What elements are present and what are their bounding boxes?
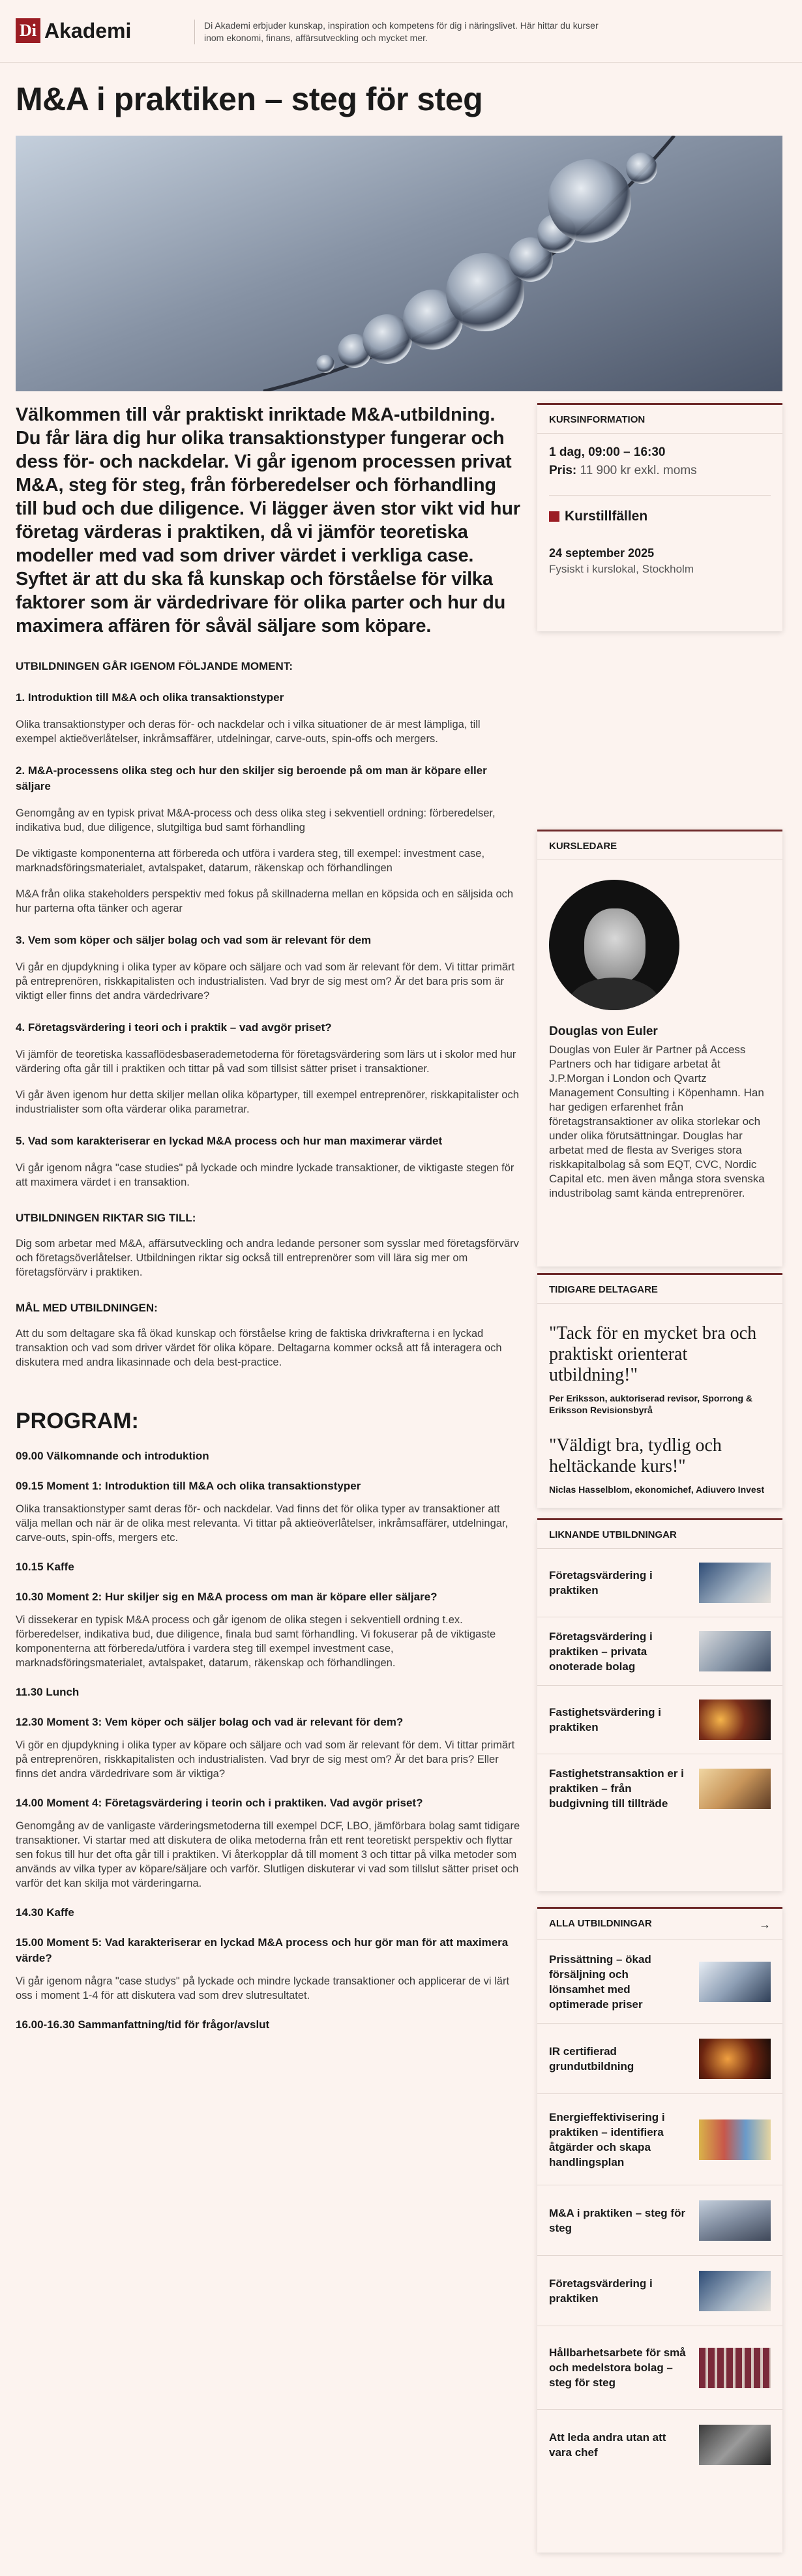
course-link[interactable] <box>537 2094 782 2185</box>
leader-name: Douglas von Euler <box>549 1025 658 1038</box>
program-item-time: 09.00 Välkomnande och introduktion <box>16 1450 209 1462</box>
course-thumbnail <box>699 2271 771 2311</box>
course-thumbnail <box>699 1631 771 1671</box>
moment-title: 1. Introduktion till M&A och olika transaktionstyper <box>16 691 284 704</box>
program-item-time: 15.00 Moment 5: Vad karakteriserar en lyckad M&A process och hur gör man för att maximera värde? <box>16 1936 509 1964</box>
program-item-time: 10.15 Kaffe <box>16 1561 74 1573</box>
course-thumbnail <box>699 2425 771 2465</box>
course-link-title: Hållbarhetsarbete för små och medelstora bolag – steg för steg <box>549 2346 686 2389</box>
moment-text: De viktigaste komponenterna att förbereda och utföra i vardera steg, till exempel: investment case, marknadsföringsmaterialet, avtalspaket, datarum, räkenskap och förhandlingen <box>16 848 485 874</box>
moment-title: 3. Vem som köper och säljer bolag och vad som är relevant för dem <box>16 934 372 946</box>
water-drops-illustration <box>16 136 782 391</box>
di-akademi-logo[interactable] <box>16 18 131 43</box>
course-link[interactable] <box>537 2326 782 2410</box>
course-info-card <box>537 403 782 631</box>
program-item-text: Genomgång av de vanligaste värderingsmetoderna till exempel DCF, LBO, jämförbara bolag samt tidigare transaktioner. Vi startar med att diskutera de olika metoderna från ett rent teoretiskt perspektiv och flyttar sen fokus till hur det ofta går till i praktiken. Vi återkopplar då till moment 3 och tittar på vilka metoder som används av vilka typer av köpare/säljare och varför. Slutligen diskuterar vi vad som tillslut sätter priset och varför det kan skilja mot värderingarna. <box>16 1820 520 1889</box>
course-thumbnail <box>699 2348 771 2388</box>
course-leader-heading: KURSLEDARE <box>537 831 782 860</box>
course-link[interactable] <box>537 2410 782 2480</box>
program-item-text: Vi dissekerar en typisk M&A process och går igenom de olika stegen i sekventiell ordning t.ex. förberedelser, indikativa bud, due diligence, finala bud samt förhandling. Vi fokuserar på de viktigaste komponenterna att förbereda/utföra i vardera steg till exempel investment case, marknadsföringsmaterialet, avtalspaket, datarum, räkenskap och förhandlingen. <box>16 1614 496 1669</box>
testimonial-author: Per Eriksson, auktoriserad revisor, Sporrong & Eriksson Revisionsbyrå <box>549 1393 752 1415</box>
moments-heading: UTBILDNINGEN GÅR IGENOM FÖLJANDE MOMENT: <box>16 660 293 672</box>
course-price: 11 900 kr exkl. moms <box>580 464 697 477</box>
similar-courses-heading: LIKNANDE UTBILDNINGAR <box>537 1520 782 1549</box>
course-time: 1 dag, 09:00 – 16:30 <box>549 445 666 459</box>
course-thumbnail <box>699 1769 771 1809</box>
program-item-time: 11.30 Lunch <box>16 1686 80 1698</box>
logo-text: Akademi <box>44 18 132 42</box>
target-text: Dig som arbetar med M&A, affärsutveckling och andra ledande personer som sysslar med företagsförvärv och företagsöverlåtelser. Utbildningen riktar sig också till entreprenörer som vill lära sig mer om företagsförvärv i praktiken. <box>16 1238 519 1278</box>
target-heading: UTBILDNINGEN RIKTAR SIG TILL: <box>16 1212 196 1224</box>
course-thumbnail <box>699 1563 771 1603</box>
course-link[interactable] <box>537 1617 782 1686</box>
price-label: Pris: <box>549 464 577 477</box>
testimonial-author: Niclas Hasselblom, ekonomichef, Adiuvero Invest <box>549 1484 765 1495</box>
course-link-title: M&A i praktiken – steg för steg <box>549 2206 686 2234</box>
testimonial-quote: "Väldigt bra, tydlig och heltäckande kurs!" <box>549 1435 722 1476</box>
goal-text: Att du som deltagare ska få ökad kunskap och förståelse kring de faktiska drivkrafterna i en lyckad transaktion och vad som driver värdet för olika köpare. Deltagarna kommer också att få interagera och diskutera med andra likasinnade och dela best-practice. <box>16 1328 502 1368</box>
all-courses-card <box>537 1907 782 2553</box>
course-thumbnail <box>699 2039 771 2079</box>
hero-image <box>16 136 782 391</box>
moment-text: Genomgång av en typisk privat M&A-process och dess olika steg i sekventiell ordning: förberedelser, indikativa bud, due diligence, slutgiltiga bud samt förhandling <box>16 807 496 833</box>
course-link[interactable] <box>537 1754 782 1823</box>
course-link[interactable] <box>537 1686 782 1754</box>
page-title: M&A i praktiken – steg för steg <box>16 81 483 117</box>
moment-title: 2. M&A-processens olika steg och hur den skiljer sig beroende på om man är köpare eller säljare <box>16 764 487 792</box>
course-thumbnail <box>699 1700 771 1740</box>
course-link[interactable] <box>537 1549 782 1617</box>
program-item-time: 14.00 Moment 4: Företagsvärdering i teorin och i praktiken. Vad avgör priset? <box>16 1797 423 1809</box>
program-item-time: 10.30 Moment 2: Hur skiljer sig en M&A process om man är köpare eller säljare? <box>16 1591 438 1603</box>
moments-list <box>16 690 521 1190</box>
program-item-text: Vi går igenom några "case studys" på lyckade och mindre lyckade transaktioner och applicerar de vi lärt oss i moment 1-4 för att diskutera vad som drev slutresultatet. <box>16 1975 510 2001</box>
course-link-title: Fastighetsvärdering i praktiken <box>549 1706 661 1733</box>
program-item-text: Vi gör en djupdykning i olika typer av köpare och säljare och vad som är relevant för dem. Vi tittar primärt på entreprenören, riskkapitalisten och industrialisten. Vad bryr de sig mest om? Är det bara pris? Eller finns det andra värdedrivare som är viktiga? <box>16 1739 515 1780</box>
similar-courses-card <box>537 1518 782 1891</box>
intro-text: Välkommen till vår praktiskt inriktade M&A-utbildning. Du får lära dig hur olika transaktionstyper fungerar och dess för- och nackdelar. Vi går igenom processen privat M&A, steg för steg, från förberedelser och förhandling till bud och due diligence. Vi lägger även stor vikt vid hur företag värderas i praktiken, då vi jämför teoretiska modeller med vad som driver värdet i verkliga case. Syftet är att du ska få kunskap och förståelse för vilka faktorer som är värdedrivare för olika parter och hur du maximera affären för såväl säljare som köpare. <box>16 404 520 637</box>
course-description <box>16 403 521 2033</box>
program-item-text: Olika transaktionstyper samt deras för- och nackdelar. Vad finns det för olika typer av transaktioner att välja mellan och när är de olika mest relevanta. Vi tittar på aktieöverlåtelser, inkråmsaffärer, utdelningar, carve-outs, spin-offs, mergers etc. <box>16 1503 509 1544</box>
program-item-time: 09.15 Moment 1: Introduktion till M&A och olika transaktionstyper <box>16 1480 361 1492</box>
moment-text: Vi går även igenom hur detta skiljer mellan olika köpartyper, till exempel entreprenörer, riskkapitalister och industrialister som ofta värderar olika parametrar. <box>16 1089 519 1115</box>
moment-text: Vi går igenom några "case studies" på lyckade och mindre lyckade transaktioner, de viktigaste stegen för att maximera värdet i en transaktion. <box>16 1162 514 1188</box>
occasions-heading <box>537 496 782 524</box>
course-link[interactable] <box>537 1940 782 2024</box>
course-link[interactable] <box>537 2256 782 2326</box>
course-link-title: Företagsvärdering i praktiken – privata onoterade bolag <box>549 1630 653 1673</box>
program-item-time: 14.30 Kaffe <box>16 1906 74 1919</box>
course-link-title: Energieffektivisering i praktiken – identifiera åtgärder och skapa handlingsplan <box>549 2110 665 2168</box>
course-info-heading: KURSINFORMATION <box>537 405 782 434</box>
program-heading: PROGRAM: <box>16 1409 139 1433</box>
course-link-title: Prissättning – ökad försäljning och lönsamhet med optimerade priser <box>549 1953 651 2011</box>
moment-title: 5. Vad som karakteriserar en lyckad M&A process och hur man maximerar värdet <box>16 1135 443 1147</box>
testimonial-quote: "Tack för en mycket bra och praktiskt orienterat utbildning!" <box>549 1323 757 1385</box>
moment-title: 4. Företagsvärdering i teori och i praktik – vad avgör priset? <box>16 1021 332 1034</box>
program-item-time: 16.00-16.30 Sammanfattning/tid för frågor/avslut <box>16 2018 270 2031</box>
all-courses-header[interactable] <box>537 1909 782 1940</box>
goal-heading: MÅL MED UTBILDNINGEN: <box>16 1302 158 1314</box>
course-link[interactable] <box>537 2185 782 2256</box>
course-link[interactable] <box>537 2024 782 2094</box>
arrow-right-icon[interactable]: → <box>759 1918 771 1931</box>
moment-text: Olika transaktionstyper och deras för- och nackdelar och i vilka situationer de är mest lämpliga, till exempel aktieöverlåtelser, inkråmsaffärer, utdelningar, carve-outs, spin-offs och mergers. <box>16 719 481 745</box>
course-link-title: Företagsvärdering i praktiken <box>549 2277 653 2305</box>
leader-bio: Douglas von Euler är Partner på Access Partners och har tidigare arbetat åt J.P.Morgan i London och Qvartz Management Consulting i Köpenhamn. Han har gedigen erfarenhet från företagstransaktioner av olika storlekar och under olika förutsättningar. Douglas har arbetat med de flesta av Sveriges stora riskkapitalbolag så som EQT, CVC, Nordic Capital etc. men även många stora svenska industribolag samt kända entreprenörer. <box>549 1043 765 1199</box>
moment-text: Vi jämför de teoretiska kassaflödesbaserademetoderna för företagsvärdering som lärs ut i skolor med hur värdering ofta går till i praktiken och tittar på vad som tillsist sätter priset i transaktioner. <box>16 1049 516 1075</box>
moment-text: Vi går en djupdykning i olika typer av köpare och säljare och vad som är relevant för dem. Vi tittar primärt på entreprenören, riskkapitalisten och industrialisten. Vad bryr de sig mest om? Är det bara pris som är viktigt eller finns det andra värdedrivare? <box>16 961 515 1002</box>
calendar-icon <box>549 511 559 522</box>
course-thumbnail <box>699 2119 771 2160</box>
moment-text: M&A från olika stakeholders perspektiv med fokus på skillnaderna mellan en köpsida och en säljsida och hur parterna ofta tänker och agerar <box>16 888 514 914</box>
course-link-title: Företagsvärdering i praktiken <box>549 1569 653 1596</box>
testimonials-card <box>537 1273 782 1508</box>
leader-avatar <box>549 880 679 1010</box>
site-header <box>0 0 802 63</box>
testimonials-heading: TIDIGARE DELTAGARE <box>537 1275 782 1304</box>
occasion-place: Fysiskt i kurslokal, Stockholm <box>549 563 694 575</box>
occasion-date[interactable]: 24 september 2025 <box>549 547 655 560</box>
program-item-time: 12.30 Moment 3: Vem köper och säljer bolag och vad är relevant för dem? <box>16 1716 404 1728</box>
course-link-title: Att leda andra utan att vara chef <box>549 2431 666 2459</box>
program-list <box>16 1448 521 2033</box>
occasions-title: Kurstillfällen <box>565 509 648 524</box>
course-link-title: IR certifierad grundutbildning <box>549 2044 634 2073</box>
course-leader-card <box>537 830 782 1266</box>
hero-drops <box>316 153 657 373</box>
all-courses-heading: ALLA UTBILDNINGAR <box>549 1918 652 1929</box>
header-tagline: Di Akademi erbjuder kunskap, inspiration och kompetens för dig i näringslivet. Här hittar du kurser inom ekonomi, finans, affärsutveckling och mycket mer. <box>194 20 599 44</box>
course-thumbnail <box>699 1962 771 2002</box>
logo-di-mark: Di <box>16 18 40 43</box>
course-link-title: Fastighetstransaktion er i praktiken – från budgivning till tillträde <box>549 1767 684 1810</box>
course-thumbnail <box>699 2200 771 2241</box>
